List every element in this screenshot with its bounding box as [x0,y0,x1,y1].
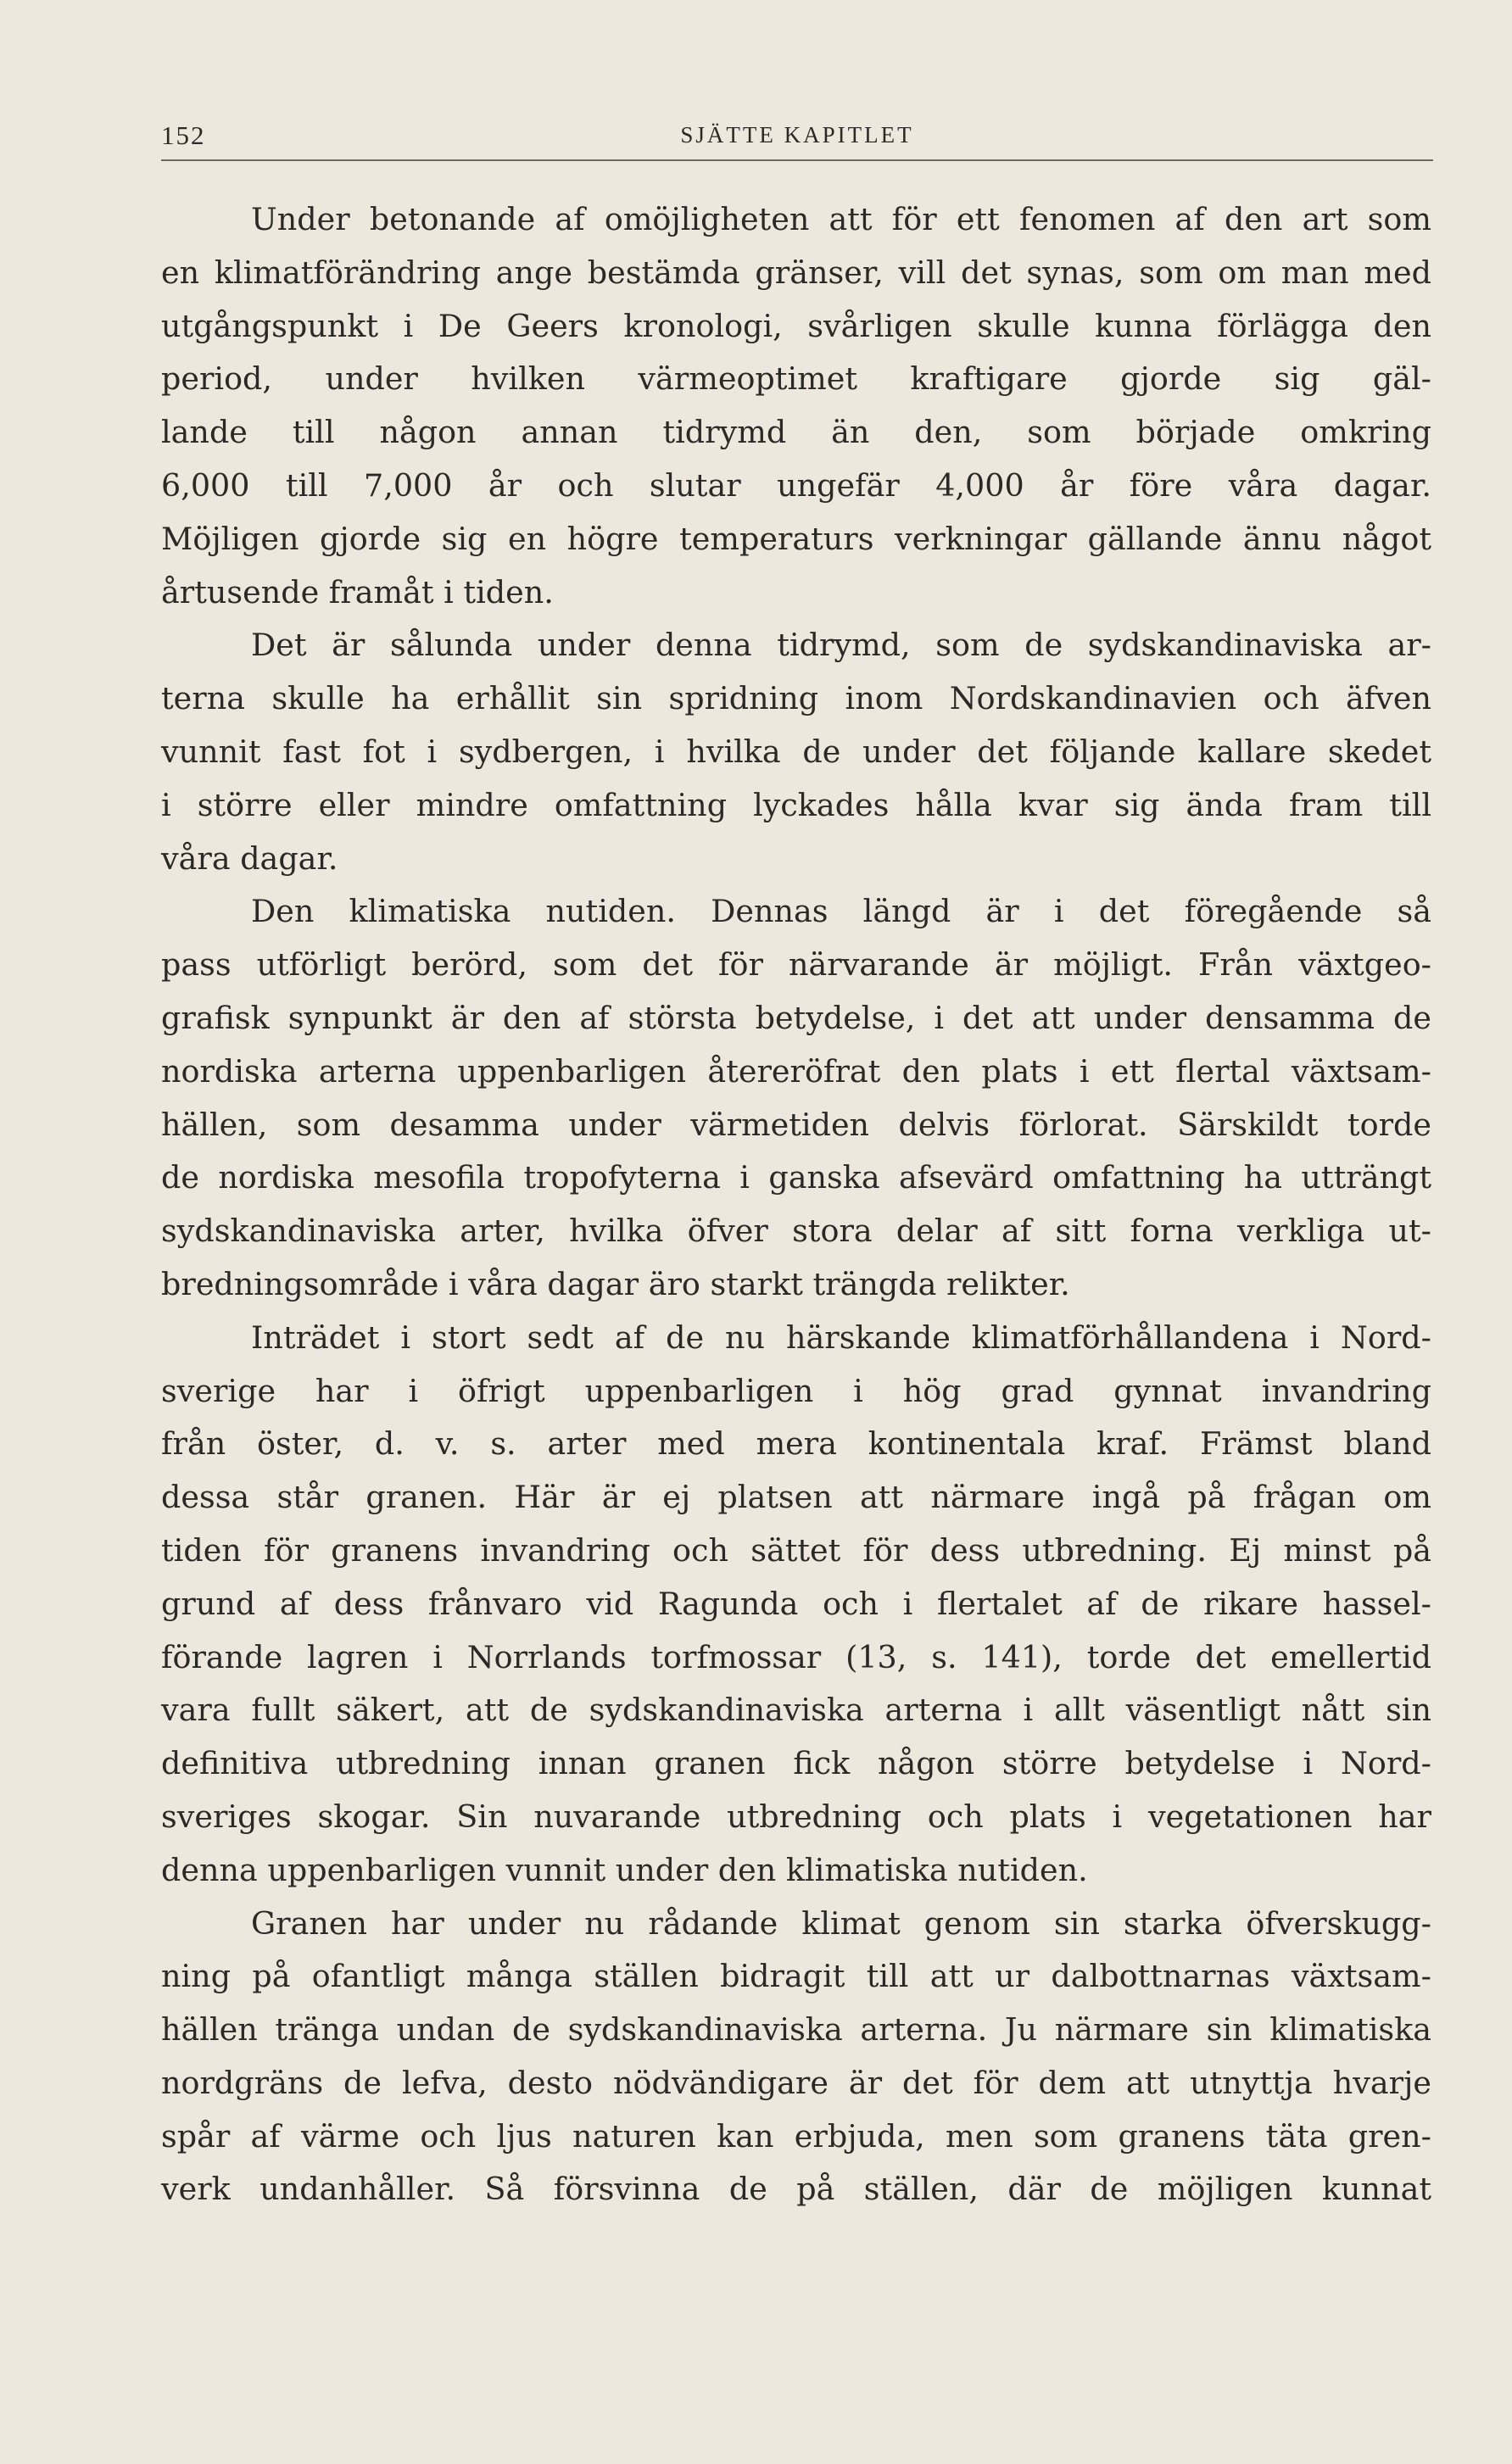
text-line: i större eller mindre omfattning lyckades hålla kvar sig ända fram till [161,786,1431,823]
text-line: förande lagren i Norrlands torfmossar (13, s. 141), torde det emellertid [161,1638,1431,1675]
text-line: våra dagar. [161,839,338,877]
text-line: pass utförligt berörd, som det för närvarande är möjligt. Från växtgeo- [161,946,1431,984]
text-line: en klimatförändring ange bestämda gränser, vill det synas, som om man med [161,254,1431,291]
text-line: period, under hvilken värmeoptimet kraftigare gjorde sig gäl- [161,360,1431,398]
text-line: nordgräns de lefva, desto nödvändigare är det för dem att utnyttja hvarje [161,2064,1431,2101]
text-line: definitiva utbredning innan granen fick någon större betydelse i Nord- [161,1745,1431,1782]
text-line: denna uppenbarligen vunnit under den klimatiska nutiden. [161,1851,1088,1888]
text-line: hällen, som desamma under värmetiden delvis förlorat. Särskildt torde [161,1106,1431,1143]
text-line: Möjligen gjorde sig en högre temperaturs verkningar gällande ännu något [161,520,1431,557]
text-line: ning på ofantligt många ställen bidragit till att ur dalbottnarnas växtsam- [161,1958,1431,1995]
text-line: spår af värme och ljus naturen kan erbjuda, men som granens täta gren- [161,2117,1431,2155]
paragraph-5 [161,1898,1431,2217]
text-line: sydskandinaviska arter, hvilka öfver stora delar af sitt forna verkliga ut- [161,1212,1431,1250]
text-line: bredningsområde i våra dagar äro starkt trängda relikter. [161,1265,1070,1302]
text-line: nordiska arterna uppenbarligen återeröfrat den plats i ett flertal växtsam- [161,1052,1431,1090]
text-line: sverige har i öfrigt uppenbarligen i hög grad gynnat invandring [161,1372,1431,1409]
text-line: sveriges skogar. Sin nuvarande utbredning och plats i vegetationen har [161,1798,1431,1835]
body-text [161,193,1431,2216]
text-line: 6,000 till 7,000 år och slutar ungefär 4,000 år före våra dagar. [161,466,1431,504]
text-line: terna skulle ha erhållit sin spridning inom Nordskandinavien och äfven [161,680,1431,717]
paragraph-4 [161,1312,1431,1898]
text-line: hällen tränga undan de sydskandinaviska arterna. Ju närmare sin klimatiska [161,2011,1431,2049]
text-line: lande till någon annan tidrymd än den, som började omkring [161,414,1431,451]
text-line: Under betonande af omöjligheten att för ett fenomen af den art som [251,201,1431,237]
text-line: från öster, d. v. s. arter med mera kontinentala kraf. Främst bland [161,1425,1431,1463]
paragraph-3 [161,885,1431,1311]
text-line: de nordiska mesofila tropofyterna i ganska afsevärd omfattning ha utträngt [161,1159,1431,1196]
paragraph-1 [161,193,1431,619]
text-line: dessa står granen. Här är ej platsen att närmare ingå på frågan om [161,1479,1431,1516]
text-line: Det är sålunda under denna tidrymd, som de sydskandinaviska ar- [251,627,1431,664]
text-line: verk undanhåller. Så försvinna de på ställen, där de möjligen kunnat [161,2171,1431,2208]
text-line: tiden för granens invandring och sättet för dess utbredning. Ej minst på [161,1531,1431,1569]
text-line: grund af dess frånvaro vid Ragunda och i flertalet af de rikare hassel- [161,1585,1431,1622]
chapter-title: SJÄTTE KAPITLET [680,122,914,148]
page-number: 152 [161,120,206,150]
text-line: årtusende framåt i tiden. [161,573,554,610]
text-line: Inträdet i stort sedt af de nu härskande klimatförhållandena i Nord- [251,1318,1431,1356]
running-head [161,120,1433,161]
text-line: vara fullt säkert, att de sydskandinaviska arterna i allt väsentligt nått sin [161,1692,1431,1729]
text-line: utgångspunkt i De Geers kronologi, svårligen skulle kunna förlägga den [161,307,1431,344]
text-line: vunnit fast fot i sydbergen, i hvilka de under det följande kallare skedet [161,733,1431,770]
text-line: Den klimatiska nutiden. Dennas längd är i det föregående så [251,893,1431,930]
text-line: grafisk synpunkt är den af största betydelse, i det att under densamma de [161,999,1431,1036]
text-line: Granen har under nu rådande klimat genom sin starka öfverskugg- [251,1904,1431,1942]
paragraph-2 [161,619,1431,885]
